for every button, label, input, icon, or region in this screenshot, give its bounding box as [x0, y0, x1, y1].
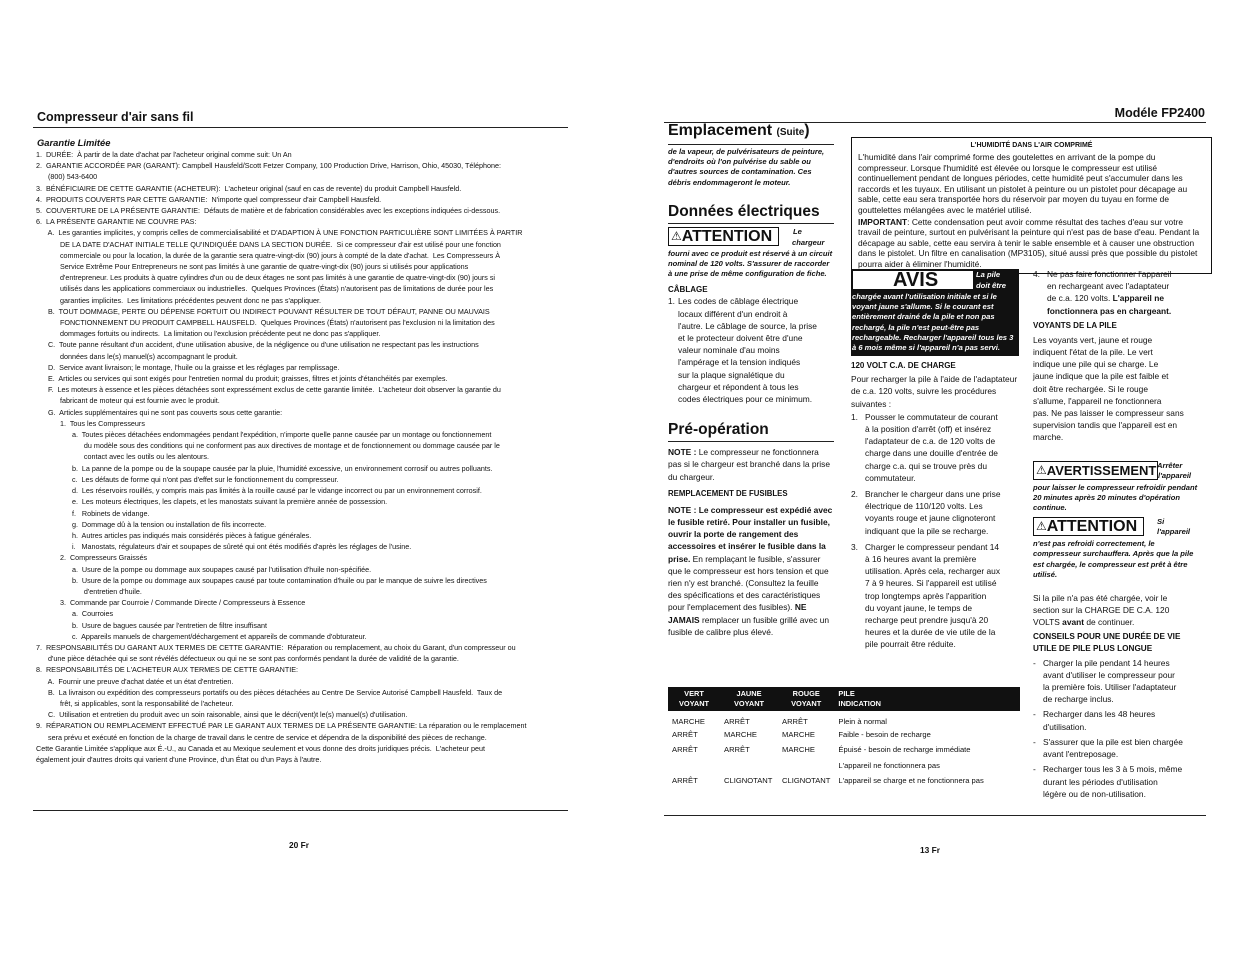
warranty-line: A. Fournir une preuve d'achat datée et un état d'entretien.	[36, 676, 234, 686]
step-line: 7 à 9 heures. Si l'appareil est utilisé	[865, 578, 997, 589]
avis-label: AVIS	[852, 270, 974, 290]
warranty-line: a. Toutes pièces détachées endommagées pendant l'expédition, n'importe quelle panne causée par un montage ou fonctionnement	[36, 430, 492, 440]
warranty-title: Garantie Limitée	[37, 137, 111, 148]
tip-line: Charger la pile pendant 14 heures	[1043, 657, 1170, 668]
cablage-line: chargeur et répondent à tous les	[678, 381, 799, 392]
warranty-line: b. Usure de bagues causée par l'entretien de filtre insuffisant	[36, 620, 267, 630]
warranty-line: a. Usure de la pompe ou dommage aux soupapes causé par l'utilisation d'huile non-spécifiée.	[36, 564, 372, 574]
warranty-line: C. Toute panne résultant d'un accident, d'une utilisation abusive, de la négligence ou d'une utilisation ne respectant pas les instructions	[36, 340, 479, 350]
voyants-text	[1033, 334, 1203, 444]
warning-triangle-icon: ⚠	[671, 228, 682, 243]
tip-line: avant d'utiliser le compresseur pour	[1043, 669, 1175, 680]
warranty-line: 1. DURÉE: À partir de la date d'achat par l'acheteur original comme suit: Un An	[36, 150, 292, 159]
cablage-title: CÂBLAGE	[668, 285, 708, 295]
step-line: l'adaptateur de c.a. de 120 volts de	[865, 436, 996, 447]
warranty-line: frêt, si applicables, sont la responsabilité de l'acheteur.	[36, 698, 234, 708]
tip-line: la première fois. Utiliser l'adaptateur	[1043, 682, 1177, 693]
warranty-line: h. Autres articles pas indiqués mais considérés pièces à fatigue générales.	[36, 530, 312, 540]
warranty-line: 3. BÉNÉFICIAIRE DE CETTE GARANTIE (ACHETEUR): L'acheteur original (sauf en cas de revente) du produit Campbell Hausfeld.	[36, 183, 462, 193]
warranty-line: fabricant de moteur qui est fournie avec le produit.	[36, 396, 220, 406]
warranty-line: g. Dommage dû à la tension ou installation de fils incorrecte.	[36, 519, 267, 529]
avis-block: AVIS La pile doit être chargée avant l'utilisation initiale et si le voyant jaune s'allume. Si le courant est entièrement drainé de la pile et non pas rechargé, la pile n'est peut-être pas rechargeable. Recharger l'appareil tous les 3 à 6 mois même si l'appareil n'a pas servi.	[851, 269, 1019, 356]
table-header-cell	[778, 687, 834, 711]
tip-line: S'assurer que la pile est bien chargée	[1043, 736, 1183, 747]
emplacement-heading: Emplacement (Suite)	[668, 122, 834, 145]
charge-step	[851, 411, 1019, 484]
table-cell: MARCHE	[724, 729, 757, 739]
table-cell: MARCHE	[782, 729, 815, 739]
table-row	[668, 727, 1020, 743]
table-cell: Plein à normal	[838, 716, 887, 726]
emplacement-text: de la vapeur, de pulvérisateurs de peinture, d'endroits où l'on pulvérise du sable ou d'autres sources de contamination. Ces débris endommageront le moteur.	[668, 147, 825, 187]
fusibles-title: REMPLACEMENT DE FUSIBLES	[668, 488, 788, 498]
cablage-line: codes électriques pour ce minimum.	[678, 394, 813, 405]
humidity-box	[851, 137, 1212, 274]
warranty-line: du modèle sous des conditions qui ne conforment pas aux directives de montage et de fonctionnement ou dommage causée par le	[36, 441, 500, 451]
warranty-line: d'entretien d'huile.	[36, 586, 142, 596]
charge-step	[851, 488, 1019, 537]
tip-item	[1033, 763, 1203, 800]
voyants-line: doit être rechargée. Si le rouge	[1033, 383, 1148, 394]
warranty-body	[36, 149, 576, 765]
table-cell: CLIGNOTANT	[724, 776, 773, 786]
header-line: VOYANT	[733, 699, 765, 708]
table-row	[668, 711, 1020, 727]
indicator-table-wrap	[668, 687, 1020, 789]
step-line: charge c.a. qui se trouve près du	[865, 460, 987, 471]
warranty-line: garanties implicites. Les limitations précédentes peuvent donc ne pas s'appliquer.	[36, 295, 322, 305]
warranty-line: G. Articles supplémentaires qui ne sont pas couverts sous cette garantie:	[36, 407, 283, 417]
table-cell	[668, 758, 720, 774]
step-line: heures et la durée de vie utile de la	[865, 627, 996, 638]
right-column-1	[668, 122, 834, 638]
header-line: VERT	[684, 689, 704, 698]
warranty-line: 4. PRODUITS COUVERTS PAR CETTE GARANTIE: N'importe quel compresseur d'air Campbell Hausfeld.	[36, 194, 382, 204]
header-line: VOYANT	[678, 699, 710, 708]
table-row	[668, 758, 1020, 774]
step-number: 2.	[851, 489, 858, 500]
warranty-line: i. Manostats, régulateurs d'air et soupapes de sûreté qui ont étés modifiés d'après les réglages de l'usine.	[36, 542, 412, 552]
warranty-line: Cette Garantie Limitée s'applique aux É.-U., au Canada et au Mexique seulement et vous donne des droits juridiques précis. L'acheteur peut	[36, 743, 486, 753]
table-row	[668, 773, 1020, 789]
step-line: indiquant que la pile se recharge.	[865, 525, 989, 536]
table-cell	[720, 758, 778, 774]
note2: NOTE : Le compresseur est expédié avec le fusible retiré. Pour installer un fusible, ouvrir la porte de rangement des accessoires et insérer le fusible dans la prise. En remplaçant le fusible, s'assurer que le compresseur est hors tension et que rien n'y est branché. (Consultez la feuille des spécifications et des caractéristiques pour l'emplacement des fusibles). NE JAMAIS remplacer un fusible grillé avec un fusible de calibre plus élevé.	[668, 504, 833, 637]
warranty-line: également jouir d'autres droits qui varient d'une Province, d'un État ou d'un Pays à l'autre.	[36, 754, 322, 764]
warranty-line: C. Utilisation et entretien du produit avec un soin raisonable, ainsi que le décri(vent)t le(s) manuel(s) d'utilisation.	[36, 710, 408, 720]
step-line: du voyant jaune, le temps de	[865, 602, 973, 613]
warranty-line: c. Les défauts de forme qui n'ont pas d'effet sur le fonctionnement du compresseur.	[36, 474, 339, 484]
warranty-line: e. Les moteurs électriques, les clapets, et les manostats suivant la première année de possession.	[36, 497, 388, 507]
cablage-line: l'autre. Le câblage de source, la prise	[678, 320, 817, 331]
right-footer-rule	[664, 815, 1206, 816]
tip-line: durant les périodes d'utilisation	[1043, 776, 1158, 787]
humidity-title: L'HUMIDITÉ DANS L'AIR COMPRIMÉ	[970, 142, 1093, 149]
warranty-line: b. Usure de la pompe ou dommage aux soupapes causé par toute contamination d'huile ou par le manque de suivre les directives	[36, 575, 487, 585]
cablage-line: et le protecteur doivent être d'une	[678, 333, 803, 344]
dash-bullet: -	[1033, 709, 1036, 720]
humidity-text: L'humidité dans l'air comprimé forme des goutelettes en arrivant de la pompe du compresseur. Lorsque l'humidité est élevée ou lorsque le compresseur est utilisé continuellement pendant de longues périodes, cette humidité peut s'accumuler dans les raccords et les tuyaux. En utilisant un pistolet à peinture ou un pistolet pour décapage au sable, cette eau sera transportée hors du réservoir par moyen du tuyau en forme de gouttelettes mélangées avec le matériel utilisé.	[858, 152, 1188, 215]
step-line: Pousser le commutateur de courant	[865, 411, 998, 422]
right-column-3	[1033, 268, 1203, 803]
preop-heading: Pré-opération	[668, 421, 834, 442]
warranty-line: DE LA DATE D'ACHAT INITIALE TELLE QU'INDIQUÉE DANS LA SECTION DURÉE. Si ce compresseur d'air est utilisé pour une fonction	[36, 239, 501, 249]
step-line: trop longtemps après l'apparition	[865, 590, 987, 601]
table-cell: ARRÊT	[672, 729, 698, 739]
warranty-line: c. Appareils manuels de chargement/déchargement et appareils de commande d'obturateur.	[36, 631, 367, 641]
attention2-label: ⚠ATTENTION	[1033, 517, 1144, 536]
indicator-table	[668, 687, 1020, 789]
attention-label: ⚠ATTENTION	[668, 227, 779, 246]
avertissement-label: ⚠AVERTISSEMENT	[1033, 461, 1158, 480]
dash-bullet: -	[1033, 764, 1036, 775]
step-line: Brancher le chargeur dans une prise	[865, 489, 1001, 500]
step-line: pile pourrait être réduite.	[865, 639, 956, 650]
step-line: Charger le compresseur pendant 14	[865, 541, 1000, 552]
voyants-line: Les voyants vert, jaune et rouge	[1033, 334, 1153, 345]
cablage-line: l'ampérage et la tension indiqués	[678, 357, 801, 368]
header-line: JAUNE	[736, 689, 762, 698]
warranty-line: utilisés dans les applications commerciaux ou industrielles. Quelques Provinces (États) n'autorisent pas de limitations de durée pour les	[36, 284, 494, 294]
avertissement-banner: ⚠AVERTISSEMENT Arrêter l'appareil	[1033, 461, 1203, 483]
charge-step	[851, 541, 1019, 651]
warranty-line: F. Les moteurs à essence et les pièces détachées sont expressément exclus de cette garantie limitée. L'acheteur doit observer la garantie du	[36, 385, 501, 395]
warranty-line: B. TOUT DOMMAGE, PERTE OU DÉPENSE FORTUIT OU INDIRECT POUVANT RÉSULTER DE TOUT DÉFAUT, PANNE OU MAUVAIS	[36, 306, 490, 316]
table-cell: L'appareil ne fonctionnera pas	[838, 760, 940, 770]
table-cell: Faible - besoin de recharge	[838, 729, 931, 739]
table-cell: MARCHE	[782, 745, 815, 755]
table-cell	[778, 758, 834, 774]
tip-line: de recharge inclus.	[1043, 694, 1114, 705]
dash-bullet: -	[1033, 736, 1036, 747]
warranty-line: 9. RÉPARATION OU REMPLACEMENT EFFECTUÉ PAR LE GARANT AUX TERMES DE LA PRÉSENTE GARANTIE: La réparation ou le remplacement	[36, 721, 527, 731]
table-cell: CLIGNOTANT	[782, 776, 831, 786]
warning-triangle-icon: ⚠	[1036, 519, 1047, 534]
warranty-line: A. Les garanties implicites, y compris celles de commercialisabilité et D'ADAPTION À UNE FONCTION PARTICULIÈRE SONT LIMITÉES À PARTIR	[36, 228, 523, 238]
table-row	[668, 742, 1020, 758]
warning-triangle-icon: ⚠	[1036, 462, 1047, 477]
voyants-line: marche.	[1033, 432, 1064, 443]
warranty-line: f. Robinets de vidange.	[36, 508, 150, 518]
table-header-cell	[668, 687, 720, 711]
warranty-line: d'entrepreneur. Les produits à quatre cylindres d'un ou de deux étages ne sont pas limités à une garantie de quatre-vingt-dix (90) jours si	[36, 273, 496, 283]
table-cell: ARRÊT	[672, 745, 698, 755]
table-header-cell	[720, 687, 778, 711]
warranty-line: 8. RESPONSABILITÉS DE L'ACHETEUR AUX TERMES DE CETTE GARANTIE:	[36, 665, 299, 675]
warranty-line: 2. Compresseurs Graissés	[36, 553, 148, 563]
header-line: INDICATION	[838, 699, 881, 708]
charge-intro: Pour recharger la pile à l'aide de l'adaptateur de c.a. 120 volts, suivre les procédures suivantes :	[851, 374, 1018, 409]
warranty-line: 3. Commande par Courroie / Commande Directe / Compresseurs à Essence	[36, 598, 306, 608]
voyants-line: pas. Ne pas laisser le compresseur sans	[1033, 408, 1184, 419]
step-line: électrique de 110/120 volts. Les	[865, 501, 983, 512]
warranty-line: Service Extrême Pour Entrepreneurs ne sont pas limités à une garantie de quatre-vingt-dix (90) jours si utilisés pour applications	[36, 262, 469, 272]
voyants-line: s'allume, l'appareil ne fonctionnera	[1033, 395, 1162, 406]
voyants-line: indique une pile qui se charge. Le	[1033, 359, 1159, 370]
step-number: 1.	[851, 411, 858, 422]
warranty-line: 1. Tous les Compresseurs	[36, 418, 145, 428]
warranty-line: E. Articles ou services qui sont exigés pour l'entretien normal du produit; graisses, filtres et joints d'étanchéités par exemples.	[36, 374, 448, 384]
table-cell: L'appareil se charge et ne fonctionnera pas	[838, 776, 984, 786]
warranty-line: sera prévu et exécuté en fonction de la charge de travail dans le centre de service et dépendra de la disponibilité des pièces de rechange.	[36, 732, 487, 742]
step-line: à la position d'arrêt (off) et insérez	[865, 424, 992, 435]
donnees-heading: Données électriques	[668, 203, 834, 224]
note1: NOTE : Le compresseur ne fonctionnera pas si le chargeur est branché dans la prise du chargeur.	[668, 447, 831, 482]
warranty-line: d'une pièce détachée qui se sont révélés défectueux ou qui ne se sont pas conformés pendant la durée de validité de la garantie.	[36, 654, 459, 664]
voyants-line: jaune indique que la pile est faible et	[1033, 371, 1169, 382]
attention2-text: n'est pas refroidi correctement, le compresseur surchauffera. Après que la pile est chargée, le compresseur est prêt à être utilisé.	[1033, 539, 1194, 579]
warranty-line: 6. LA PRÉSENTE GARANTIE NE COUVRE PAS:	[36, 217, 197, 227]
step-line: utilisation. Après cela, recharger aux	[865, 566, 1001, 577]
warranty-line: 2. GARANTIE ACCORDÉE PAR (GARANT): Campbell Hausfeld/Scott Fetzer Company, 100 Production Drive, Harrison, Ohio, 45030, Téléphone:	[36, 161, 501, 171]
step-line: charge dans une douille d'entrée de	[865, 448, 998, 459]
step-line: à 16 heures avant la première	[865, 554, 977, 565]
left-header-title: Compresseur d'air sans fil	[37, 110, 194, 124]
tip-item	[1033, 708, 1203, 732]
charge-title: 120 VOLT C.A. DE CHARGE	[851, 361, 956, 371]
table-cell: ARRÊT	[724, 716, 750, 726]
warranty-line: 7. RESPONSABILITÉS DU GARANT AUX TERMES DE CETTE GARANTIE: Réparation ou remplacement, au choix du Garant, d'un compresseur ou	[36, 642, 516, 652]
right-header-title: Modéle FP2400	[1114, 106, 1205, 120]
warranty-line: d. Les réservoirs rouillés, y compris mais pas limités à la rouille causé par le vidange incorrect ou par un environnement corrosif.	[36, 486, 482, 496]
table-cell: ARRÊT	[724, 745, 750, 755]
warranty-line: (800) 543-6400	[36, 172, 98, 182]
avis-text: chargée avant l'utilisation initiale et si le voyant jaune s'allume. Si le courant est entièrement drainé de la pile et non pas rechargé, la pile n'est peut-être pas rechargeable. Recharger l'appareil tous les 3 à 6 mois même si l'appareil n'a pas servi.	[852, 292, 1014, 353]
step-line: commutateur.	[865, 472, 916, 483]
step-line: voyants rouge et jaune clignoteront	[865, 513, 996, 524]
cablage-line: valeur nominale d'au moins	[678, 345, 780, 356]
header-line: VOYANT	[791, 699, 822, 708]
header-line: PILE	[838, 689, 855, 698]
table-cell: ARRÊT	[672, 776, 698, 786]
tip-item	[1033, 736, 1203, 760]
right-page-number: 13 Fr	[920, 845, 941, 855]
cablage-line: sur la plaque signalétique du	[678, 369, 785, 380]
important-text: IMPORTANT: Cette condensation peut avoir comme résultat des taches d'eau sur votre travail de peinture, surtout en pulvérisant la peinture qui n'est pas de base d'eau. Pendant la décapage au sable, cette eau servira à tenir le sable ensemble et à causer une obstruction dans le pistolet. Un filtre en canalisation (MP3105), situé aussi près que possible du pistolet pourra aider à éliminer l'humidité.	[858, 216, 1200, 269]
right-column-2	[851, 269, 1019, 655]
attention-banner: ⚠ATTENTION Le chargeur	[668, 227, 834, 249]
charge-steps	[851, 411, 1019, 651]
tip-line: avant l'entreposage.	[1043, 749, 1119, 760]
cablage-line: Les codes de câblage électrique	[678, 296, 799, 307]
left-page-number: 20 Fr	[289, 840, 310, 850]
tip-item	[1033, 657, 1203, 706]
tips-list	[1033, 657, 1203, 800]
tip-line: Recharger dans les 48 heures	[1043, 709, 1156, 720]
warranty-line: B. La livraison ou expédition des compresseurs portatifs ou des pièces détachées au Centre De Service Autorisé Campbell Hausfeld. Taux de	[36, 687, 503, 697]
voyants-line: supervision tandis que l'appareil est en	[1033, 420, 1178, 431]
tip-line: légère ou de non-utilisation.	[1043, 788, 1146, 799]
voyants-line: indiquent l'état de la pile. Le vert	[1033, 347, 1153, 358]
step-number: 3.	[851, 541, 858, 552]
left-header-rule	[33, 127, 568, 128]
table-header-row	[668, 687, 1020, 711]
left-footer-rule	[33, 810, 568, 811]
warranty-line: dommages fortuits ou indirects. La limitation ou l'exclusion précédente peut ne donc pas s'appliquer.	[36, 329, 381, 339]
pile-note: Si la pile n'a pas été chargée, voir le section sur la CHARGE DE C.A. 120 VOLTS avant de continuer.	[1033, 593, 1170, 628]
warranty-line: b. La panne de la pompe ou de la soupape causée par la pluie, l'humidité excessive, un environnement corrosif ou autres polluants.	[36, 463, 493, 473]
dash-bullet: -	[1033, 657, 1036, 668]
table-cell: Épuisé - besoin de recharge immédiate	[838, 745, 971, 755]
conseils-title: CONSEILS POUR UNE DURÉE DE VIE UTILE DE PILE PLUS LONGUE	[1033, 631, 1181, 653]
step-line: recharge peut prendre jusqu'à 20	[865, 615, 989, 626]
tip-line: d'utilisation.	[1043, 721, 1087, 732]
warranty-line: contact avec les outils ou les alentours.	[36, 452, 209, 462]
table-cell: MARCHE	[672, 716, 705, 726]
warranty-line: D. Service avant livraison; le montage, l'huile ou la graisse et les réglages par remplissage.	[36, 362, 340, 372]
tip-line: Recharger tous les 3 à 5 mois, même	[1043, 764, 1183, 775]
warranty-line: a. Courroies	[36, 609, 114, 619]
voyants-title: VOYANTS DE LA PILE	[1033, 320, 1117, 330]
header-line: ROUGE	[792, 689, 820, 698]
attention-text: fourni avec ce produit est réservé à un circuit nominal de 120 volts. S'assurer de raccorder à une prise de même configuration de fiche.	[668, 248, 833, 279]
warranty-line: FONCTIONNEMENT DU PRODUIT CAMPBELL HAUSFELD. Quelques Provinces (États) n'autorisent pas l'exclusion ni la limitation des	[36, 318, 495, 328]
step-4: 4. Ne pas faire fonctionner l'appareil en rechargeant avec l'adaptateur de c.a. 120 volts. L'appareil ne fonctionnera pas en chargeant.	[1033, 269, 1172, 316]
table-cell: ARRÊT	[782, 716, 808, 726]
attention2-banner: ⚠ATTENTION Si l'appareil	[1033, 517, 1203, 539]
warranty-line: 5. COUVERTURE DE LA PRÉSENTE GARANTIE: Défauts de matière et de fabrication considérables avec les exceptions indiquées ci-dessous.	[36, 206, 501, 216]
cablage-line: locaux différent d'un endroit à	[678, 308, 788, 319]
cablage-item: 1. Les codes de câblage électrique locaux différent d'un endroit à l'autre. Le câblage de source, la prise et le protecteur doivent être d'une valeur nominale d'au moins l'ampérage et la tension indiqués sur la plaque signalétique du chargeur et répondent à tous les codes électriques pour ce minimum.	[668, 295, 834, 405]
table-header-cell	[834, 687, 1020, 711]
warranty-line: données dans le(s) manuel(s) accompagnant le produit.	[36, 351, 238, 361]
warranty-line: commerciale ou pour la location, la durée de la garantie sera quatre-vingt-dix (90) jours à compté de la date d'achat. Les Compresseurs À	[36, 250, 501, 260]
avertissement-text: pour laisser le compresseur refroidir pendant 20 minutes après 20 minutes d'opération continue.	[1033, 482, 1198, 513]
